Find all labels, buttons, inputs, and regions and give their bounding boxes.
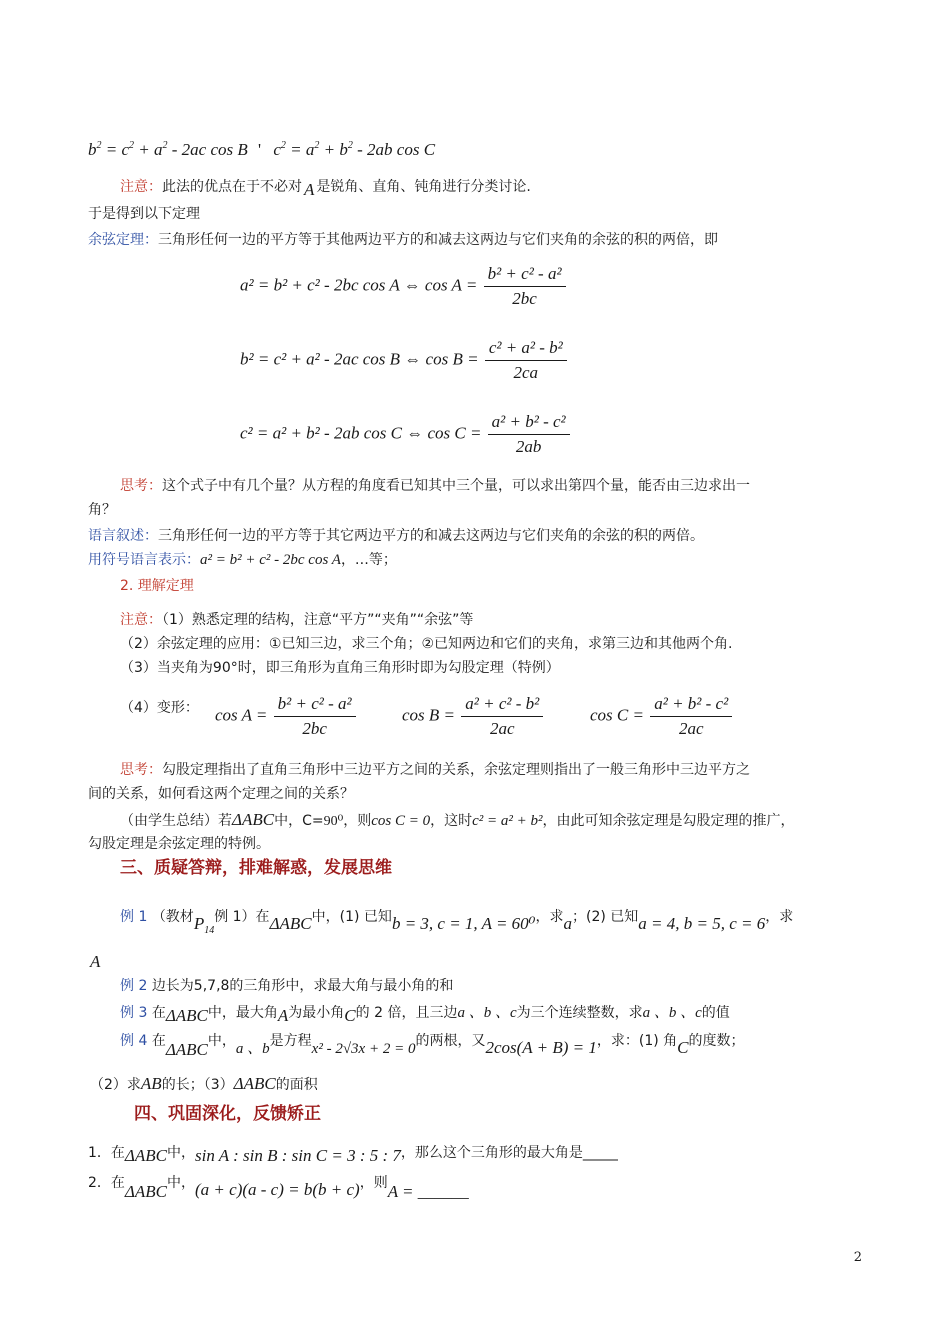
note-variable: A	[304, 180, 315, 199]
law-formula-a	[240, 264, 568, 309]
example-text: 的 2 倍，且三边	[355, 1005, 458, 1021]
example-1-cont: A	[90, 952, 101, 971]
triangle-symbol: ΔABC	[233, 1074, 276, 1093]
triangle-symbol: ΔABC	[165, 1040, 208, 1059]
formula-part: c	[273, 140, 281, 159]
formula-part: b	[88, 140, 97, 159]
summary-formula: cos C = 0	[371, 813, 431, 829]
exercise-text: ，那么这个三角形的最大角是_____	[400, 1145, 618, 1161]
example-text: ；(2) 已知	[571, 909, 639, 925]
cosine-law-text: 三角形任何一边的平方等于其他两边平方的和减去这两边与它们夹角的余弦的积的两倍，即	[158, 232, 718, 248]
symbol-tail: ，…等；	[340, 552, 397, 568]
example-1	[120, 906, 794, 936]
textbook-page	[193, 914, 215, 936]
law-formula-c	[240, 412, 572, 457]
summary-formula: c² = a² + b²	[472, 813, 543, 829]
note-3: （3）当夹角为90°时，即三角形为直角三角形时即为勾股定理（特例）	[120, 660, 560, 676]
fraction-denominator: 2ca	[513, 363, 539, 382]
section-3-heading: 三、质疑答辩，排难解惑，发展思维	[120, 858, 392, 878]
example-text: 中，最大角	[207, 1005, 278, 1021]
example-text: ，求	[765, 909, 794, 925]
note-4: （4）变形：	[120, 700, 199, 716]
formula-part: - 2ab cos C	[352, 140, 436, 159]
page-letter: P	[193, 914, 205, 933]
example-text: 为三个连续整数，求	[516, 1005, 643, 1021]
example-variables: a 、b 、c	[642, 1005, 702, 1021]
summary-paragraph-cont: 勾股定理是余弦定理的特例。	[88, 836, 270, 852]
fraction	[274, 694, 356, 739]
exercise-2	[88, 1172, 469, 1201]
then-text: 于是得到以下定理	[88, 206, 200, 222]
language-label: 语言叙述：	[88, 528, 158, 544]
page-number: 2	[853, 1250, 862, 1265]
fraction-numerator: b² + c² - a²	[484, 264, 566, 287]
triangle-symbol: ΔABC	[124, 1182, 168, 1201]
summary-text: ，则	[343, 813, 372, 829]
example-text: 在	[151, 1005, 166, 1021]
note-text: 此法的优点在于不必对	[162, 179, 302, 195]
think2-text: 勾股定理指出了直角三角形中三边平方之间的关系，余弦定理则指出了一般三角形中三边平方之	[162, 762, 750, 778]
fraction-denominator: 2bc	[302, 719, 327, 738]
fraction-denominator: 2ac	[489, 719, 515, 738]
formula-separator: '	[258, 140, 262, 159]
notes-label: 注意：	[120, 612, 162, 628]
fraction-numerator: b² + c² - a²	[274, 694, 356, 717]
section-4-heading: 四、巩固深化，反馈矫正	[134, 1104, 321, 1124]
summary-text: （由学生总结）若	[120, 813, 232, 829]
fraction-numerator: a² + b² - c²	[488, 412, 570, 435]
example-text: ，求	[535, 909, 564, 925]
fraction-numerator: a² + c² - b²	[461, 694, 543, 717]
summary-text: ，由此可知余弦定理是勾股定理的推广，	[542, 813, 795, 829]
think-label: 思考：	[120, 478, 162, 494]
example-text: 的长；（3）	[161, 1077, 234, 1093]
variant-cos-c	[590, 694, 734, 739]
exercise-text: 中，	[167, 1145, 196, 1161]
formula-lhs: b² = c² + a² - 2ac cos B ⇔ cos B =	[240, 349, 479, 369]
example-text: （教材	[151, 909, 194, 925]
cosine-law-statement	[88, 230, 718, 250]
example-text: （2）求	[90, 1077, 141, 1093]
fraction	[484, 264, 566, 309]
example-text: 是方程	[269, 1033, 312, 1049]
formula-lhs: c² = a² + b² - 2ab cos C ⇔ cos C =	[240, 423, 482, 443]
fraction-numerator: c² + a² - b²	[485, 338, 567, 361]
exercise-formula: sin A : sin B : sin C = 3 : 5 : 7	[195, 1146, 401, 1165]
summary-text: ，这时	[430, 813, 473, 829]
note-2: （2）余弦定理的应用：①已知三边，求三个角；②已知两边和它们的夹角，求第三边和其他两个角.	[120, 636, 733, 652]
example-text: 边长为5,7,8的三角形中，求最大角与最小角的和	[151, 978, 454, 994]
top-formula: $b^2 = c^2 + a^2 - 2ac$ cos B ' $c^2 = a^2 + b^2 - 2ab$ cos C	[88, 140, 436, 159]
triangle-symbol: ΔABC	[269, 914, 312, 933]
example-variables: a 、b	[235, 1041, 270, 1057]
note-1	[120, 610, 473, 630]
summary-paragraph	[120, 810, 795, 832]
think-text: 这个式子中有几个量？从方程的角度看已知其中三个量，可以求出第四个量，能否由三边求出一	[162, 478, 750, 494]
think-paragraph	[120, 476, 750, 496]
language-description	[88, 526, 704, 546]
variant-cos-a	[215, 694, 358, 739]
example-3	[120, 1002, 730, 1023]
variant-cos-b	[402, 694, 545, 739]
exercise-formula: (a + c)(a - c) = b(b + c)	[195, 1180, 360, 1199]
exercise-text: 2．在	[88, 1175, 125, 1191]
note-text: 是锐角、直角、钝角进行分类讨论.	[316, 179, 531, 195]
symbol-label: 用符号语言表示：	[88, 552, 200, 568]
example-label: 例 1	[120, 909, 148, 925]
example-variable: C	[677, 1038, 689, 1057]
example-text: ，求：(1) 角	[596, 1033, 678, 1049]
fraction-numerator: a² + b² - c²	[650, 694, 732, 717]
example-4-cont	[90, 1074, 318, 1095]
triangle-symbol: ΔABC	[165, 1006, 208, 1025]
triangle-symbol: ΔABC	[124, 1146, 168, 1165]
law-formula-b	[240, 338, 569, 383]
formula-lhs: a² = b² + c² - 2bc cos A ⇔ cos A =	[240, 275, 478, 295]
example-text: 的两根，又	[415, 1033, 486, 1049]
example-text: 中，(1) 已知	[311, 909, 392, 925]
fraction	[488, 412, 570, 457]
symbol-description	[88, 550, 397, 570]
example-label: 例 4	[120, 1033, 148, 1049]
example-2	[120, 976, 453, 996]
page-number-sub: 14	[204, 925, 215, 936]
example-variable: C	[344, 1006, 356, 1025]
note-item: （1）熟悉定理的结构，注意“平方”“夹角”“余弦”等	[162, 612, 474, 628]
fraction	[485, 338, 567, 383]
example-text: 在	[151, 1033, 166, 1049]
exercise-text: 中，	[167, 1175, 196, 1191]
note-paragraph	[120, 176, 531, 197]
example-text: 中，	[207, 1033, 236, 1049]
exercise-text: 1．在	[88, 1145, 125, 1161]
cosine-law-label: 余弦定理：	[88, 232, 158, 248]
fraction-denominator: 2ac	[678, 719, 704, 738]
example-label: 例 2	[120, 978, 148, 994]
fraction-denominator: 2ab	[515, 437, 542, 456]
note-label: 注意：	[120, 179, 162, 195]
exercise-text: ，则	[359, 1175, 388, 1191]
language-text: 三角形任何一边的平方等于其它两边平方的和减去这两边与它们夹角的余弦的积的两倍。	[158, 528, 704, 544]
think2-label: 思考：	[120, 762, 162, 778]
formula-lhs: cos B =	[402, 705, 456, 725]
example-text: 的面积	[275, 1077, 318, 1093]
exercise-1	[88, 1142, 618, 1163]
example-variable: AB	[140, 1074, 162, 1093]
example-4	[120, 1030, 745, 1059]
formula-lhs: cos A =	[215, 705, 268, 725]
fraction-denominator: 2bc	[512, 289, 537, 308]
formula-lhs: cos C =	[590, 705, 644, 725]
example-label: 例 3	[120, 1005, 148, 1021]
example-formula: b = 3, c = 1, A = 60⁰	[391, 914, 536, 933]
triangle-symbol: ΔABC	[232, 810, 275, 829]
example-text: 为最小角	[288, 1005, 345, 1021]
section-2-title: 2. 理解定理	[120, 578, 194, 594]
example-text: 的度数；	[688, 1033, 745, 1049]
symbol-formula: a² = b² + c² - 2bc cos A	[200, 552, 341, 568]
summary-text: 中，C=	[274, 813, 324, 829]
example-variable: A	[277, 1006, 289, 1025]
formula-part: = c	[101, 140, 130, 159]
example-text: 的值	[701, 1005, 730, 1021]
think2-paragraph	[120, 760, 750, 780]
example-formula: a = 4, b = 5, c = 6	[638, 914, 766, 933]
example-variable: a	[563, 914, 572, 933]
formula-part: + a	[134, 140, 163, 159]
exercise-formula: A = ______	[387, 1182, 469, 1201]
degree-value: 90⁰	[323, 814, 344, 829]
think2-paragraph-cont: 间的关系，如何看这两个定理之间的关系？	[88, 786, 354, 802]
formula-part: + b	[319, 140, 348, 159]
example-equation: x² - 2√3x + 2 = 0	[311, 1041, 416, 1057]
formula-part: = a	[285, 140, 315, 159]
fraction	[650, 694, 732, 739]
formula-part: - 2ac cos B	[167, 140, 248, 159]
example-text: 例 1）在	[214, 909, 270, 925]
example-equation: 2cos(A + B) = 1	[485, 1038, 597, 1057]
fraction	[461, 694, 543, 739]
think-paragraph-cont: 角？	[88, 502, 116, 518]
example-variables: a 、b 、c	[457, 1005, 517, 1021]
